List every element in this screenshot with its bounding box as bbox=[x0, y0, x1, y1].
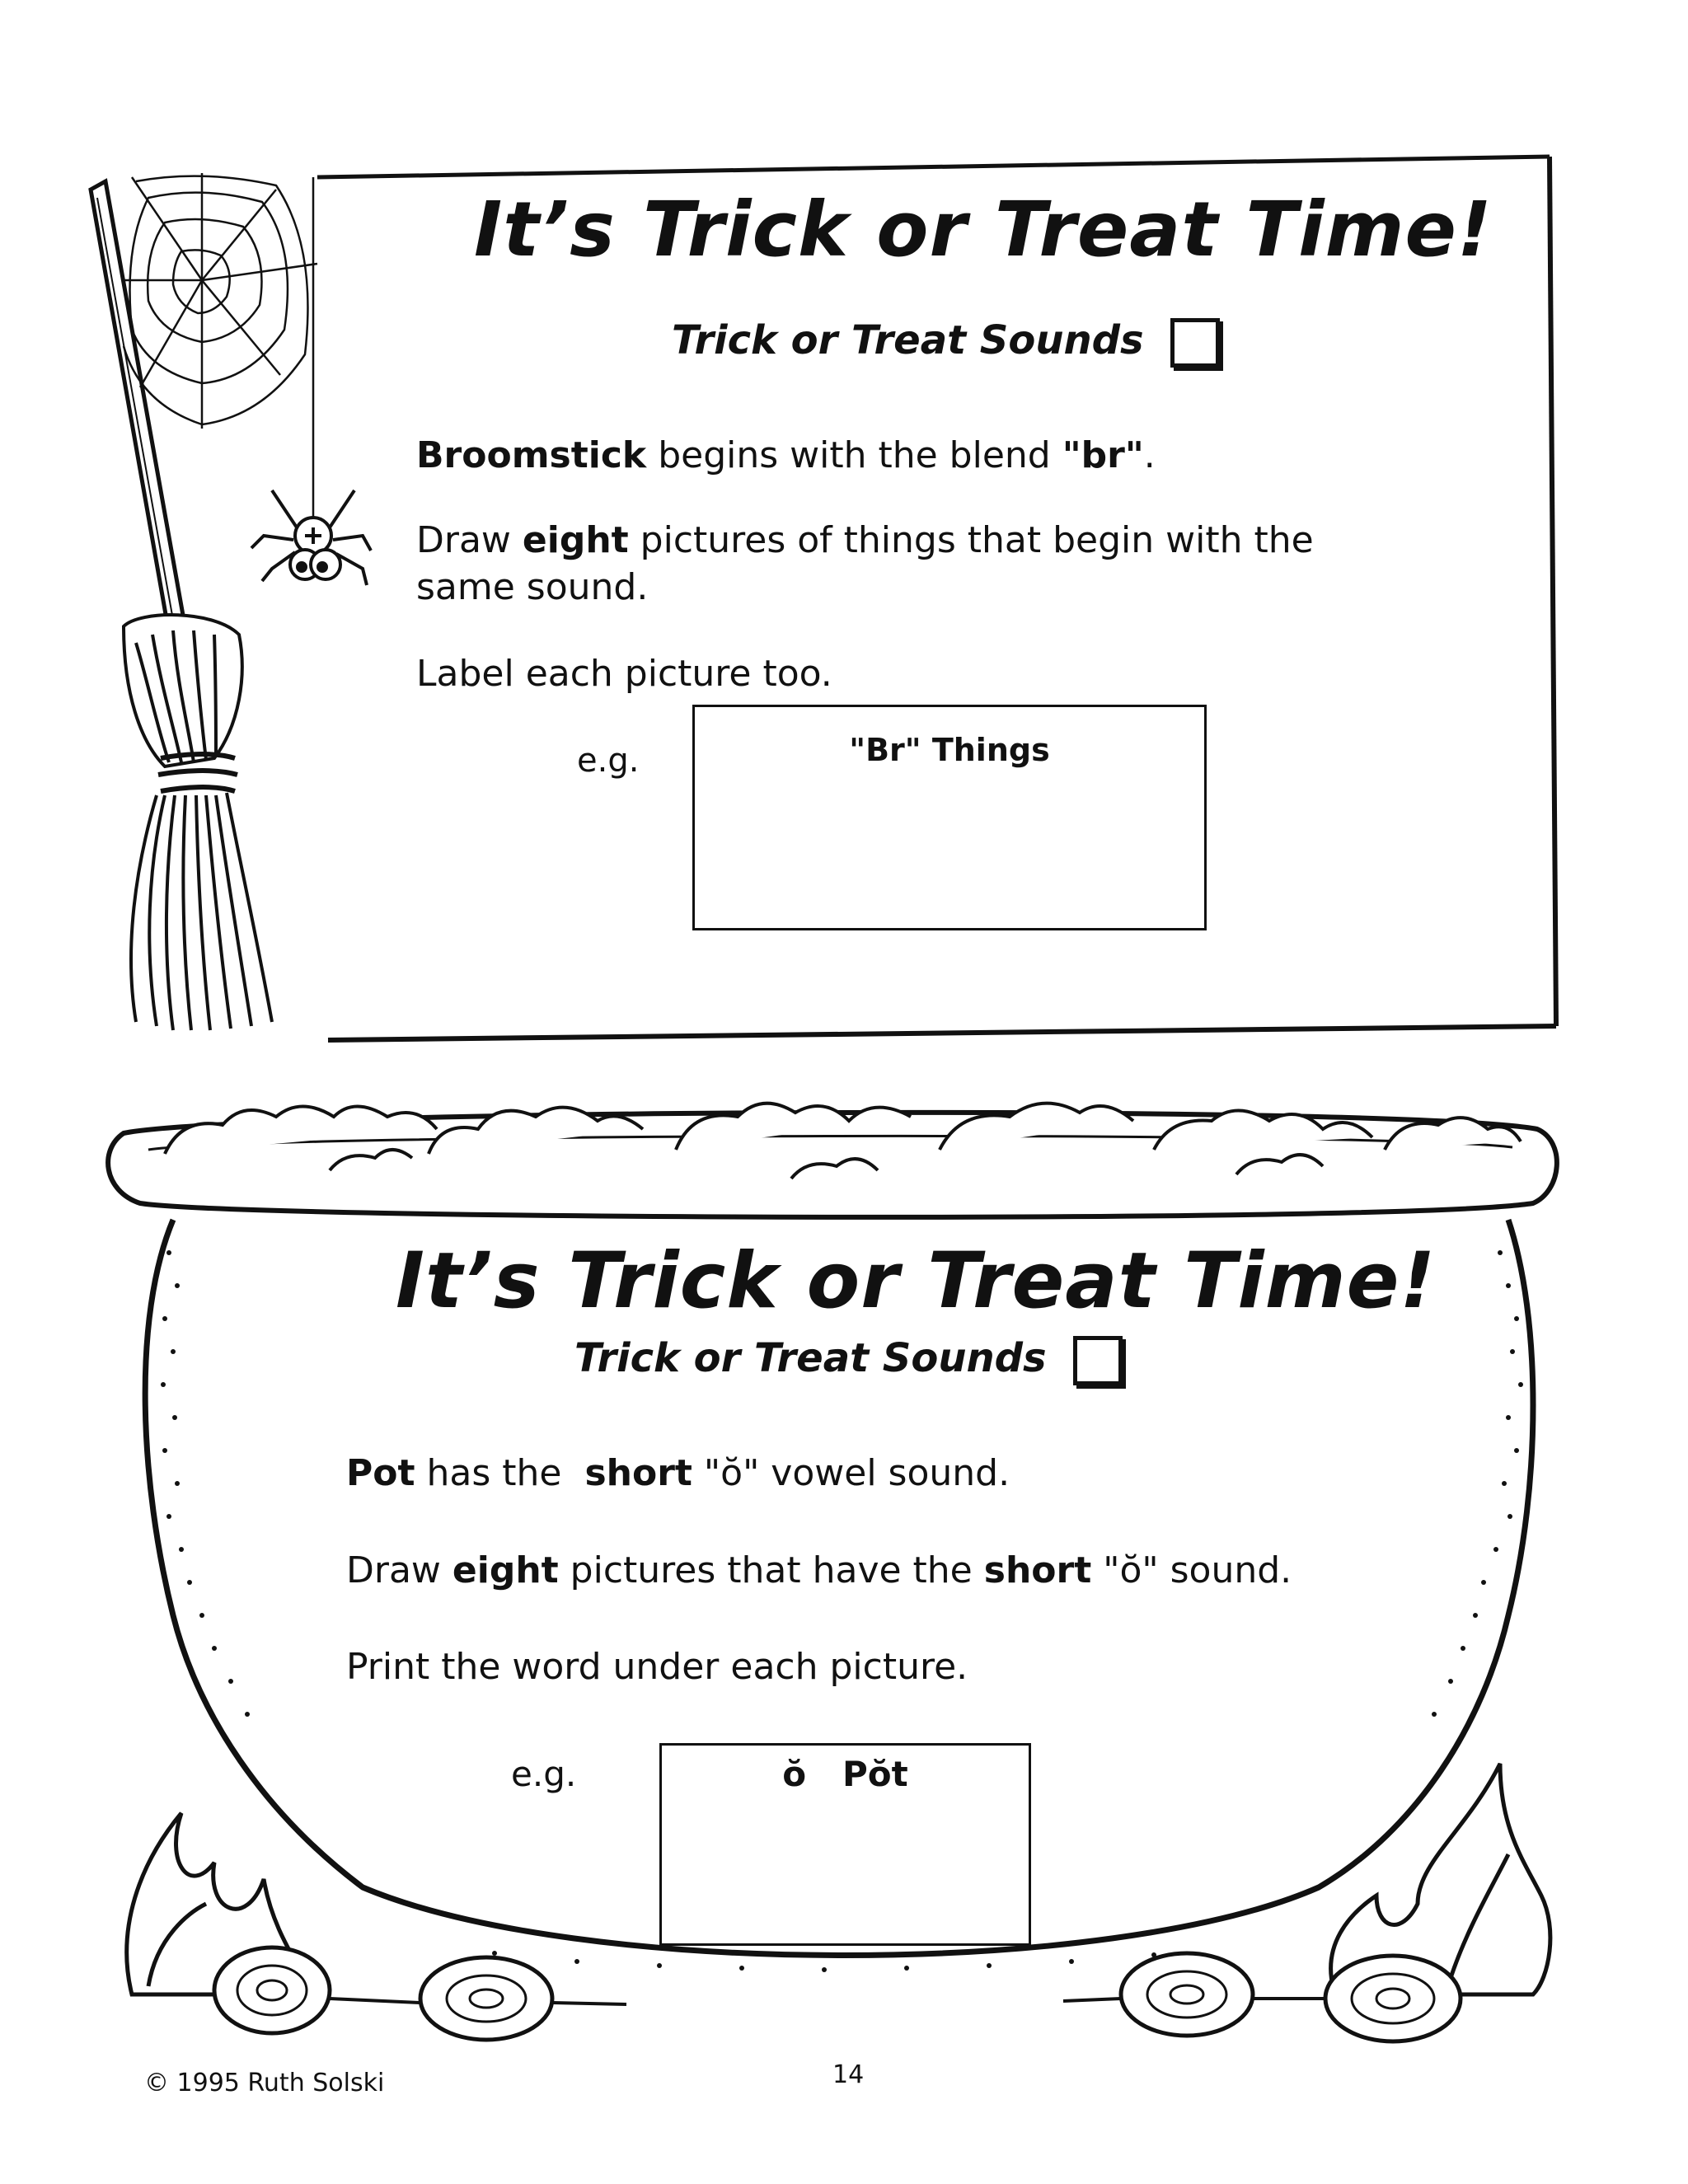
section2-line1-bold: Pot bbox=[346, 1452, 415, 1494]
section1-example-box bbox=[692, 705, 1207, 930]
section1-eg-label: e.g. bbox=[577, 742, 640, 780]
section2-line1-bold2: short bbox=[584, 1452, 692, 1494]
log-icon bbox=[214, 1947, 330, 2033]
section1-line4: Label each picture too. bbox=[416, 653, 832, 695]
section1-line1-rest: begins with the blend bbox=[646, 434, 1062, 476]
section1-line3: same sound. bbox=[416, 566, 649, 608]
section2-line3: Print the word under each picture. bbox=[346, 1646, 968, 1688]
section1-line1-bold: Broomstick bbox=[416, 434, 647, 476]
section1-line2 bbox=[416, 518, 1314, 564]
section1-subtitle: Trick or Treat Sounds bbox=[672, 317, 1144, 363]
section1-checkbox[interactable] bbox=[1170, 318, 1220, 368]
broom-icon bbox=[91, 181, 272, 1030]
section2-line2-rest: "ŏ" sound. bbox=[1091, 1549, 1292, 1591]
section1-line2-bold: eight bbox=[522, 519, 629, 561]
log-icon bbox=[1121, 1953, 1253, 2036]
section1-title: It’s Trick or Treat Time! bbox=[474, 185, 1493, 274]
section2-line2-bold2: short bbox=[983, 1549, 1092, 1591]
section2-subtitle: Trick or Treat Sounds bbox=[574, 1335, 1047, 1381]
spider-icon bbox=[251, 490, 371, 585]
section2-line1 bbox=[346, 1451, 1010, 1497]
section2-line2-bold: eight bbox=[452, 1549, 559, 1591]
log-icon bbox=[1325, 1956, 1461, 2041]
section1-example-caption: "Br" Things bbox=[849, 732, 1050, 768]
section1-line2-rest: pictures of things that begin with the bbox=[628, 519, 1314, 561]
section1-line1 bbox=[416, 433, 1156, 479]
section1-line1-quote: "br" bbox=[1062, 434, 1144, 476]
section2-line1-rest: "ŏ" vowel sound. bbox=[692, 1452, 1010, 1494]
section2-checkbox[interactable] bbox=[1073, 1336, 1123, 1385]
copyright-text: © 1995 Ruth Solski bbox=[144, 2069, 385, 2097]
section1-line2-pre: Draw bbox=[416, 519, 523, 561]
section2-example-box bbox=[659, 1743, 1031, 1946]
section2-line2 bbox=[346, 1548, 1292, 1594]
section2-title: It’s Trick or Treat Time! bbox=[396, 1236, 1437, 1326]
section2-line2-pre: Draw bbox=[346, 1549, 452, 1591]
log-icon bbox=[420, 1957, 552, 2040]
section2-eg-label: e.g. bbox=[511, 1754, 577, 1794]
section2-line1-mid: has the bbox=[415, 1452, 585, 1494]
section2-example-caption: ŏ Pŏt bbox=[782, 1754, 908, 1794]
section2-subtitle-row bbox=[574, 1335, 1123, 1385]
page-number: 14 bbox=[832, 2060, 865, 2089]
section1-subtitle-row bbox=[672, 317, 1220, 368]
section2-line2-mid: pictures that have the bbox=[558, 1549, 984, 1591]
section1-line1-end: . bbox=[1143, 434, 1156, 476]
